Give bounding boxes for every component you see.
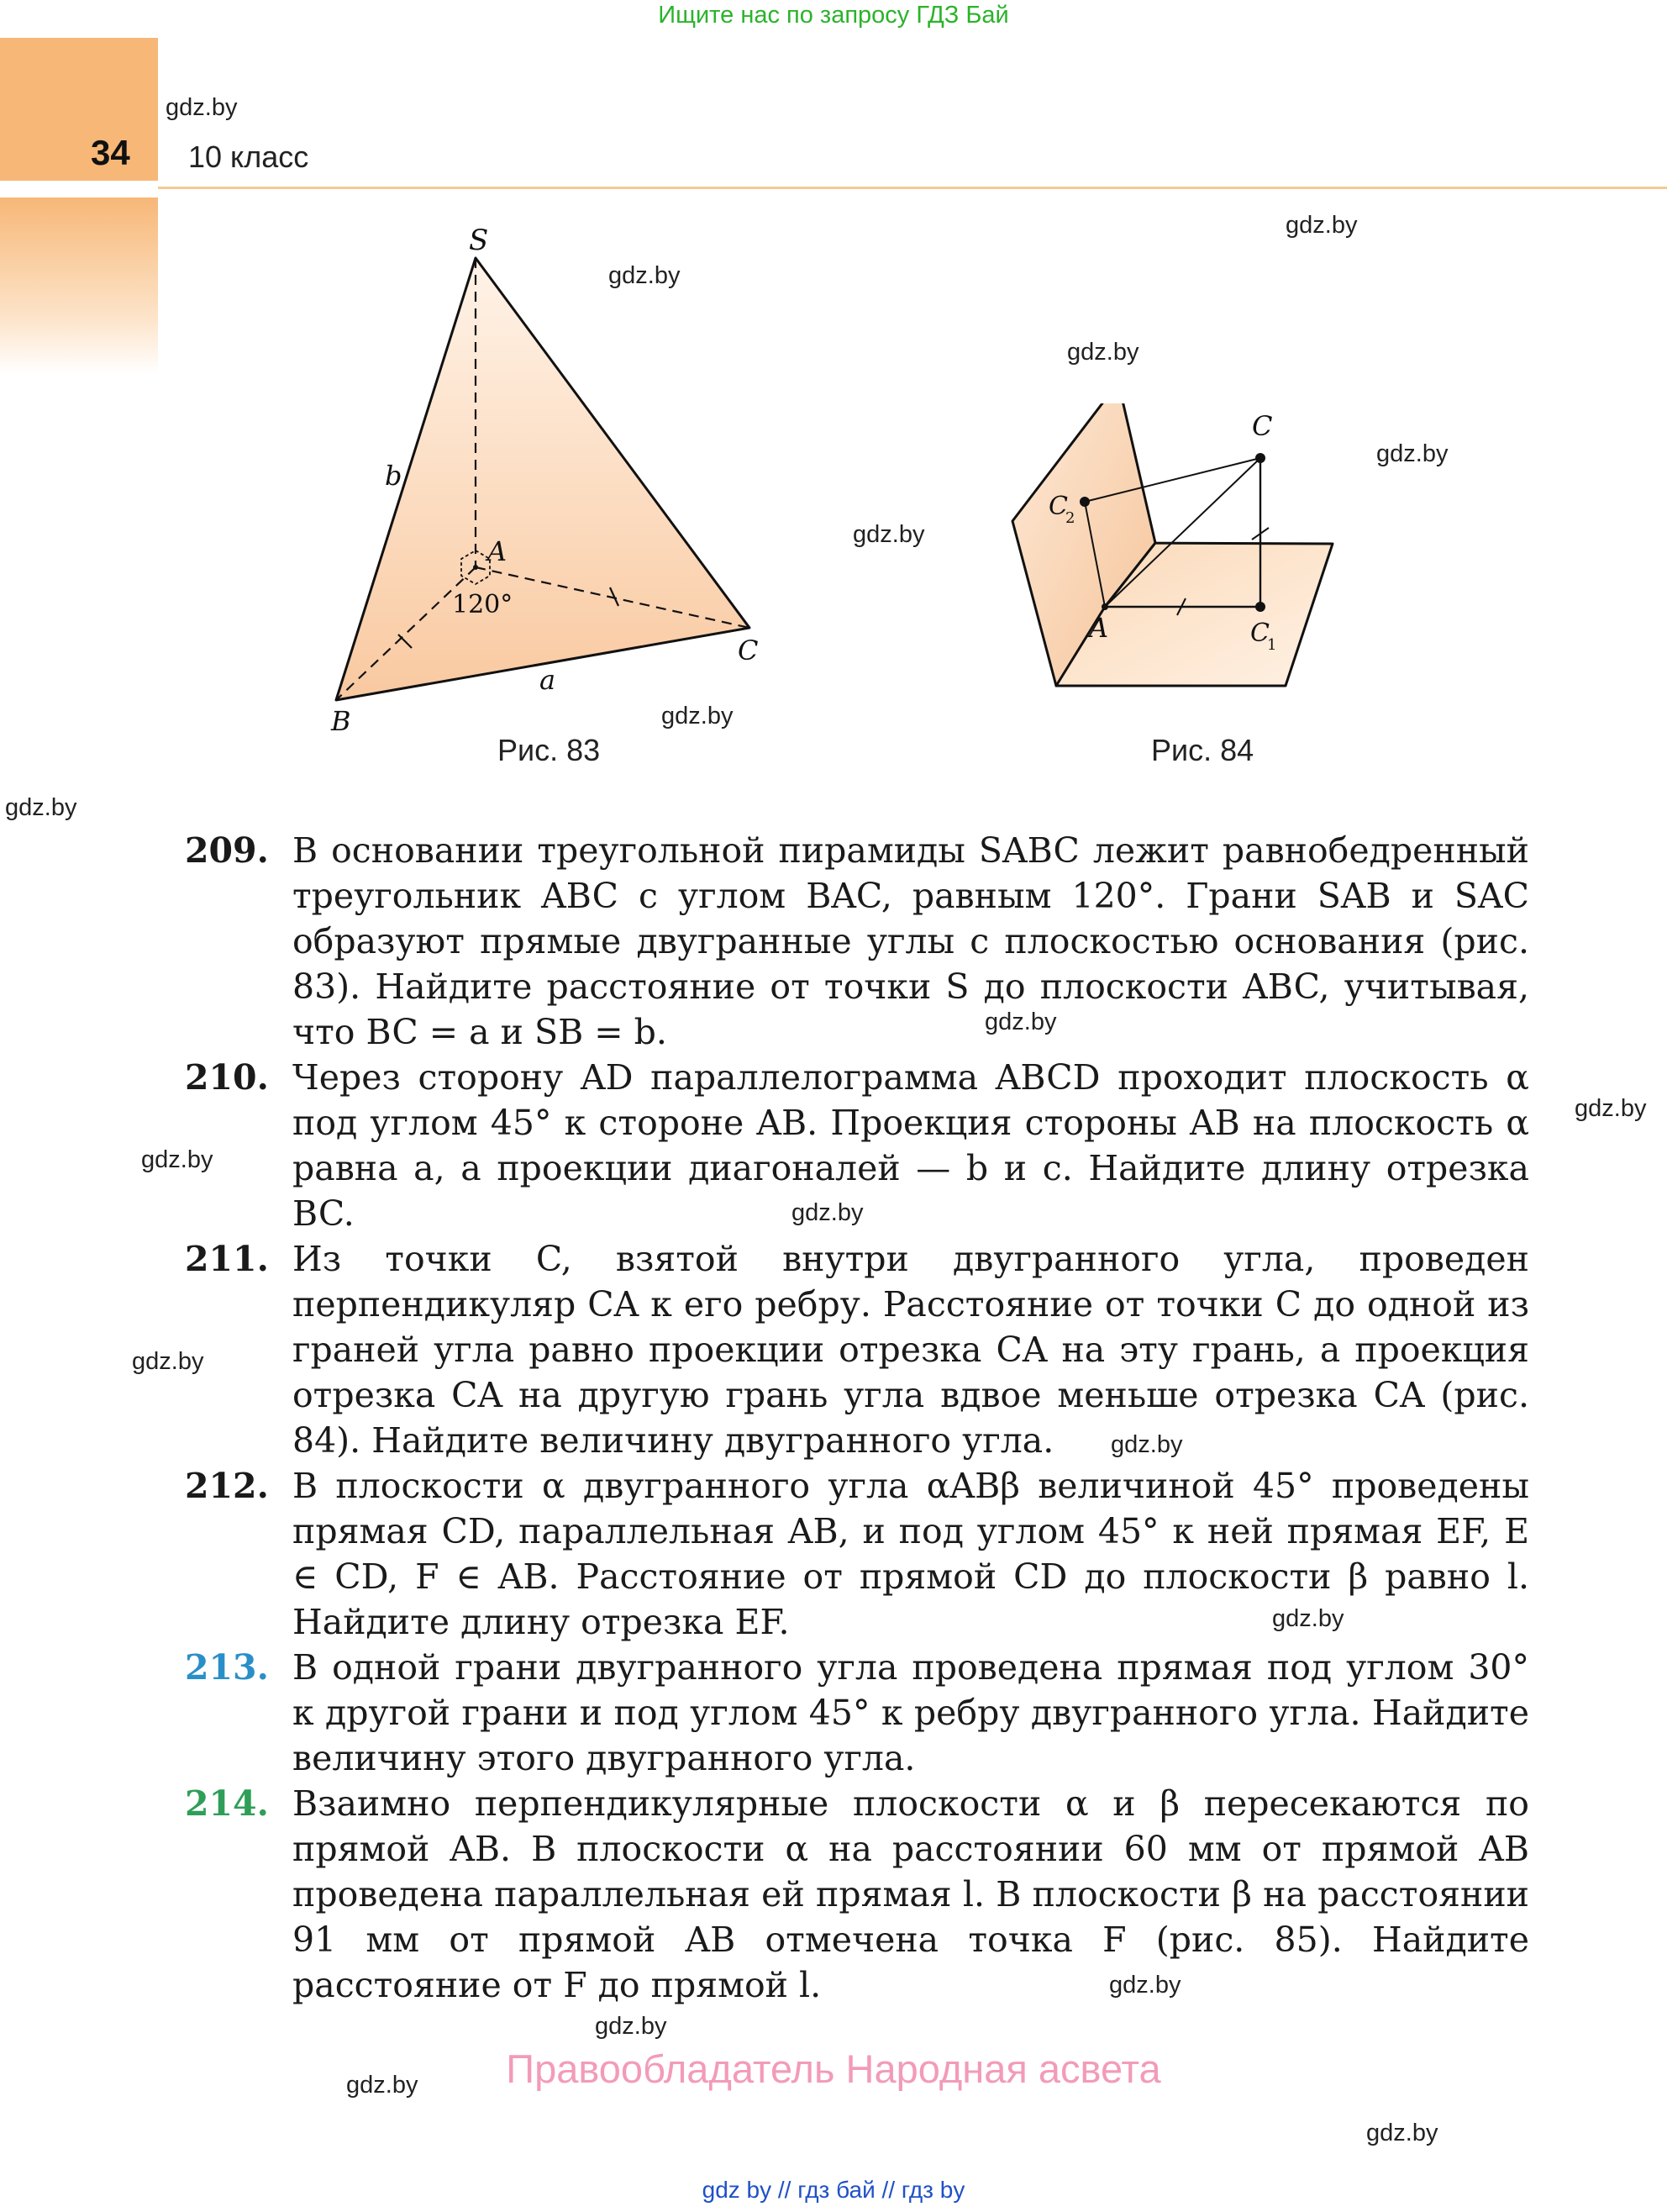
point-C1 xyxy=(1255,602,1265,612)
problem-text: В одной грани двугранного угла проведена прямая под углом 30° к другой грани и под углом 45° к ребру двугранного угла. Найдите величину этого двугранного угла. xyxy=(292,1647,1529,1778)
watermark: gdz.by xyxy=(1376,440,1449,467)
problem-212 xyxy=(185,1463,1529,1645)
watermark: gdz.by xyxy=(1111,1431,1183,1458)
watermark: gdz.by xyxy=(166,94,238,121)
page-number: 34 xyxy=(91,133,130,172)
watermark: gdz.by xyxy=(595,2013,667,2040)
watermark: gdz.by xyxy=(5,794,77,821)
header-rule xyxy=(158,187,1667,189)
label-B: B xyxy=(331,705,351,737)
point-A xyxy=(473,565,478,570)
point-C xyxy=(1255,453,1265,463)
watermark: gdz.by xyxy=(1272,1605,1344,1632)
watermark: gdz.by xyxy=(1109,1972,1181,1999)
label-A: A xyxy=(487,535,507,567)
figure-84-caption: Рис. 84 xyxy=(1151,733,1254,767)
problem-number: 212. xyxy=(185,1466,269,1506)
label-a: a xyxy=(539,664,556,696)
problem-number: 211. xyxy=(185,1239,269,1279)
watermark: gdz.by xyxy=(141,1146,213,1173)
figure-83 xyxy=(319,214,790,752)
problem-number: 209. xyxy=(185,830,269,871)
problem-number: 213. xyxy=(185,1647,269,1688)
figure-83-caption: Рис. 83 xyxy=(497,733,601,767)
watermark: gdz.by xyxy=(346,2072,418,2099)
label-C: C xyxy=(1252,410,1273,442)
label-C2: C xyxy=(1049,492,1068,521)
page-tab-gradient xyxy=(0,198,158,374)
page-tab xyxy=(0,38,158,181)
problem-210 xyxy=(185,1055,1529,1236)
watermark: gdz.by xyxy=(1575,1095,1647,1122)
class-label: 10 класс xyxy=(188,140,309,174)
copyright: Правообладатель Народная асвета xyxy=(506,2046,1161,2091)
watermark: gdz.by xyxy=(132,1348,204,1375)
watermark: gdz.by xyxy=(1067,339,1139,366)
problem-209 xyxy=(185,828,1529,1055)
label-C1-sub: 1 xyxy=(1267,636,1277,654)
problem-213 xyxy=(185,1645,1529,1781)
figure-84 xyxy=(1000,403,1403,706)
watermark: gdz.by xyxy=(853,521,925,548)
problem-text: Через сторону AD параллелограмма ABCD проходит плоскость α под углом 45° к стороне AB. Проекция стороны AB на плоскость α равна a, а проекции диагоналей — b и c. Найдите длину отрезка BC. xyxy=(292,1057,1529,1234)
watermark: gdz.by xyxy=(791,1199,864,1226)
watermark: gdz.by xyxy=(661,703,734,729)
problem-211 xyxy=(185,1236,1529,1463)
point-A xyxy=(1102,603,1108,610)
label-C1: C xyxy=(1250,619,1270,648)
problem-text: В плоскости α двугранного угла αABβ величиной 45° проведены прямая CD, параллельная AB, и под углом 45° к ней прямая EF, E ∈ CD, F ∈ AB. Расстояние от прямой CD до плоскости β равно l. Найдите длину отрезка EF. xyxy=(292,1466,1529,1642)
problem-214 xyxy=(185,1781,1529,2008)
problem-list xyxy=(185,828,1529,2008)
label-angle: 120° xyxy=(452,590,513,619)
watermark: gdz.by xyxy=(608,262,681,289)
label-S: S xyxy=(469,224,489,257)
label-C2-sub: 2 xyxy=(1065,509,1075,527)
problem-text: Из точки C, взятой внутри двугранного угла, проведен перпендикуляр CA к его ребру. Расстояние от точки C до одной из граней угла равно проекции отрезка CA на эту грань, а проекция отрезка CA на другую грань угла вдвое меньше отрезка CA (рис. 84). Найдите величину двугранного угла. xyxy=(292,1239,1529,1461)
problem-number: 214. xyxy=(185,1783,269,1824)
problem-number: 210. xyxy=(185,1057,269,1098)
problem-text: В основании треугольной пирамиды SABC лежит равнобедренный треугольник ABC с углом BAC, равным 120°. Грани SAB и SAC образуют прямые двугранные углы с плоскостью основания (рис. 83). Найдите расстояние от точки S до плоскости ABC, учитывая, что BC = a и SB = b. xyxy=(292,830,1529,1052)
label-C: C xyxy=(738,635,759,666)
label-A: A xyxy=(1089,612,1109,644)
watermark: gdz.by xyxy=(1286,212,1358,239)
problem-text: Взаимно перпендикулярные плоскости α и β пересекаются по прямой AB. В плоскости α на расстоянии 60 мм от прямой AB проведена параллельная ей прямая l. В плоскости β на расстоянии 91 мм от прямой AB отмечена точка F (рис. 85). Найдите расстояние от F до прямой l. xyxy=(292,1783,1529,2005)
label-b: b xyxy=(385,460,402,492)
point-C2 xyxy=(1080,497,1090,507)
top-banner: Ищите нас по запросу ГДЗ Бай xyxy=(658,2,1009,29)
footer-links[interactable]: gdz by // гдз бай // гдз by xyxy=(702,2177,965,2203)
watermark: gdz.by xyxy=(985,1009,1057,1035)
watermark: gdz.by xyxy=(1366,2120,1438,2146)
